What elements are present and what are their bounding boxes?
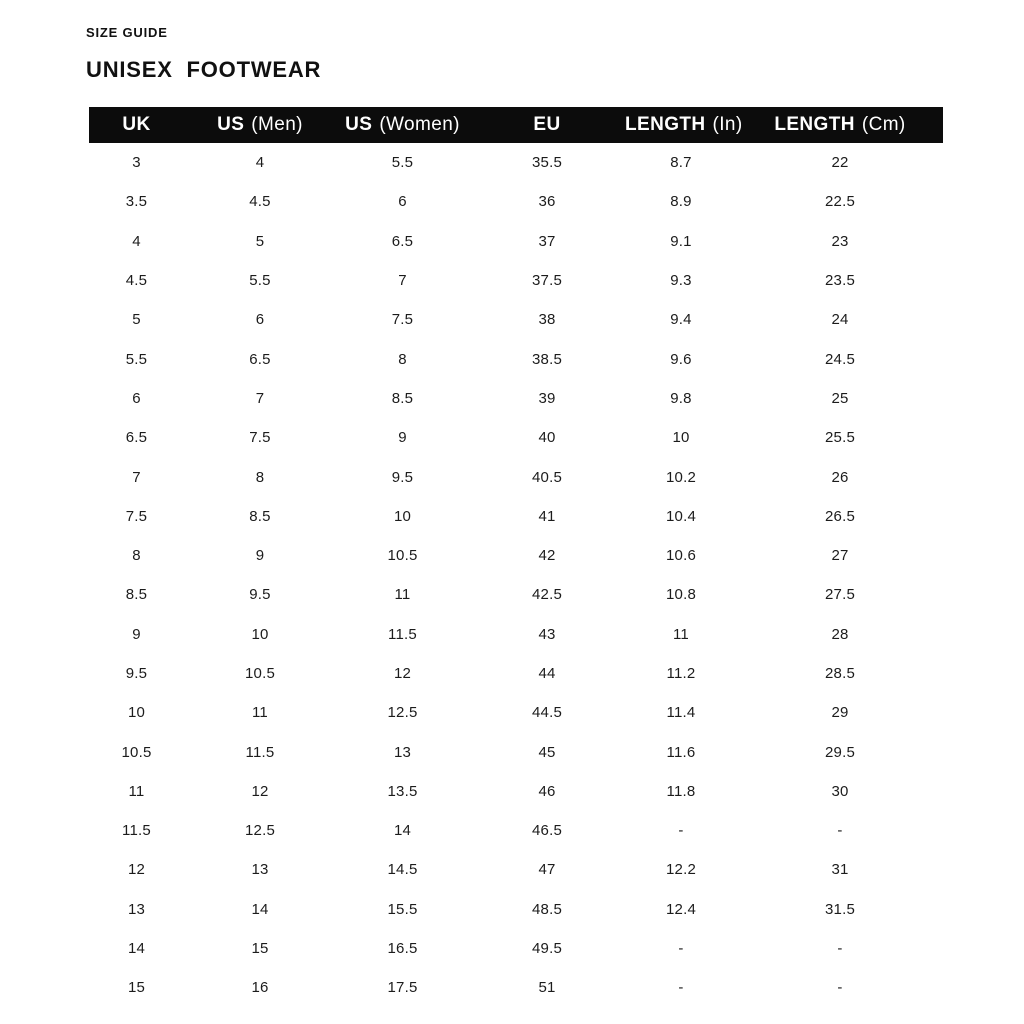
cell-eu: 48.5 bbox=[532, 900, 562, 918]
cell-uk: 6 bbox=[132, 389, 141, 407]
table-body bbox=[89, 143, 943, 1008]
cell-length-cm: 23 bbox=[831, 232, 849, 250]
cell-uk: 7.5 bbox=[125, 507, 148, 525]
size-row bbox=[89, 222, 943, 261]
cell-us-women: 13 bbox=[393, 743, 412, 761]
cell-us-men: 11.5 bbox=[245, 743, 275, 761]
cell-eu: 43 bbox=[538, 625, 556, 643]
cell-length-cm: 24 bbox=[831, 311, 849, 329]
cell-eu: 37 bbox=[538, 232, 556, 250]
column-header-length-in bbox=[625, 107, 743, 143]
cell-us-women: 9.5 bbox=[391, 468, 414, 486]
cell-us-women: 13.5 bbox=[387, 782, 418, 800]
cell-length-in: 11.8 bbox=[666, 782, 696, 800]
cell-length-cm: 26.5 bbox=[825, 507, 855, 525]
cell-uk: 8 bbox=[132, 547, 141, 565]
cell-length-cm: 25.5 bbox=[825, 429, 855, 447]
cell-eu: 47 bbox=[538, 861, 556, 879]
cell-uk: 4.5 bbox=[125, 272, 148, 290]
size-row bbox=[89, 811, 943, 850]
cell-uk: 5 bbox=[132, 311, 141, 329]
size-row bbox=[89, 850, 943, 889]
cell-length-in: 10.2 bbox=[666, 468, 696, 486]
size-row bbox=[89, 497, 943, 536]
size-row bbox=[89, 968, 943, 1007]
cell-eu: 42 bbox=[538, 547, 556, 565]
cell-us-men: 14 bbox=[251, 900, 269, 918]
cell-eu: 44 bbox=[538, 665, 556, 682]
size-row bbox=[89, 575, 943, 614]
cell-length-cm: 27.5 bbox=[825, 586, 855, 604]
cell-length-in: 12.4 bbox=[666, 900, 696, 918]
cell-uk: 10.5 bbox=[121, 743, 152, 761]
cell-uk: 6.5 bbox=[125, 429, 148, 447]
size-row bbox=[89, 732, 943, 771]
cell-us-men: 9.5 bbox=[249, 586, 271, 604]
cell-uk: 5.5 bbox=[125, 350, 148, 368]
cell-length-in: - bbox=[678, 940, 684, 958]
cell-us-women: 5.5 bbox=[391, 154, 414, 172]
cell-length-in: 10.6 bbox=[666, 547, 696, 565]
cell-uk: 7 bbox=[132, 468, 141, 486]
cell-us-women: 10.5 bbox=[387, 547, 418, 565]
cell-us-women: 12.5 bbox=[387, 704, 418, 722]
cell-length-cm: 24.5 bbox=[825, 350, 855, 368]
cell-eu: 40.5 bbox=[532, 468, 562, 486]
cell-length-cm: 25 bbox=[831, 389, 849, 407]
size-guide-label: SIZE GUIDE bbox=[86, 25, 168, 40]
column-header-eu-label: EU bbox=[533, 114, 561, 135]
cell-length-in: - bbox=[678, 979, 684, 997]
cell-uk: 8.5 bbox=[125, 586, 148, 604]
cell-length-in: 10 bbox=[672, 429, 690, 447]
cell-eu: 35.5 bbox=[532, 154, 562, 172]
cell-us-men: 7.5 bbox=[249, 429, 271, 447]
cell-eu: 41 bbox=[538, 507, 556, 525]
cell-us-men: 8.5 bbox=[249, 507, 271, 525]
cell-eu: 36 bbox=[538, 193, 556, 211]
size-row bbox=[89, 654, 943, 693]
cell-us-women: 7.5 bbox=[391, 311, 414, 329]
cell-us-women: 8 bbox=[398, 350, 407, 368]
cell-us-men: 12.5 bbox=[245, 822, 275, 840]
column-header-us-women-suffix: (Women) bbox=[379, 114, 460, 135]
cell-eu: 45 bbox=[538, 743, 556, 761]
cell-us-men: 10 bbox=[251, 625, 269, 643]
cell-eu: 40 bbox=[538, 429, 556, 447]
cell-length-cm: 31.5 bbox=[825, 900, 855, 918]
cell-length-cm: - bbox=[837, 822, 843, 840]
cell-length-cm: - bbox=[837, 940, 843, 958]
cell-length-in: 11.6 bbox=[666, 743, 696, 761]
size-row bbox=[89, 457, 943, 496]
table-header-row bbox=[89, 107, 943, 143]
cell-us-men: 11 bbox=[252, 704, 268, 722]
cell-us-men: 5 bbox=[255, 232, 265, 250]
cell-length-cm: 26 bbox=[831, 468, 849, 486]
cell-length-in: 12.2 bbox=[666, 861, 696, 879]
column-header-uk bbox=[89, 107, 184, 143]
column-header-uk-label: UK bbox=[122, 114, 151, 135]
cell-uk: 9 bbox=[132, 625, 141, 643]
column-header-length-cm-suffix: (Cm) bbox=[861, 114, 906, 135]
cell-length-cm: 29.5 bbox=[825, 743, 855, 761]
size-row bbox=[89, 261, 943, 300]
cell-uk: 11.5 bbox=[122, 822, 151, 840]
size-row bbox=[89, 615, 943, 654]
column-header-us-women-label: US bbox=[345, 114, 373, 135]
column-header-length-in-suffix: (In) bbox=[712, 114, 743, 135]
cell-us-men: 16 bbox=[251, 979, 269, 997]
cell-uk: 13 bbox=[127, 900, 146, 918]
cell-length-cm: 23.5 bbox=[825, 272, 855, 290]
cell-eu: 38 bbox=[538, 311, 556, 329]
column-header-us-men-suffix: (Men) bbox=[251, 114, 303, 135]
cell-length-in: 11 bbox=[673, 625, 689, 643]
cell-length-in: 9.1 bbox=[670, 232, 692, 250]
cell-us-men: 5.5 bbox=[249, 272, 271, 290]
cell-length-in: 9.6 bbox=[670, 350, 692, 368]
cell-eu: 46 bbox=[538, 782, 556, 800]
cell-us-men: 10.5 bbox=[245, 665, 275, 682]
cell-us-men: 9 bbox=[255, 547, 265, 565]
cell-length-cm: 27 bbox=[831, 547, 849, 565]
cell-length-cm: 29 bbox=[831, 704, 849, 722]
cell-us-men: 15 bbox=[251, 940, 269, 958]
cell-us-women: 16.5 bbox=[387, 940, 418, 958]
size-row bbox=[89, 182, 943, 221]
page-title: UNISEX FOOTWEAR bbox=[86, 57, 322, 82]
cell-eu: 42.5 bbox=[532, 586, 562, 604]
column-header-length-in-label: LENGTH bbox=[625, 114, 706, 135]
cell-us-women: 9 bbox=[398, 429, 407, 447]
cell-eu: 51 bbox=[538, 979, 556, 997]
cell-length-in: 10.4 bbox=[666, 507, 696, 525]
cell-length-in: 8.7 bbox=[670, 154, 692, 172]
cell-length-in: 11.4 bbox=[666, 704, 696, 722]
cell-us-women: 12 bbox=[393, 665, 412, 682]
column-header-length-cm bbox=[737, 107, 943, 143]
cell-length-in: 9.3 bbox=[670, 272, 692, 290]
cell-length-cm: - bbox=[837, 979, 843, 997]
cell-us-women: 7 bbox=[398, 272, 407, 290]
cell-us-women: 6.5 bbox=[391, 232, 414, 250]
cell-length-cm: 28 bbox=[831, 625, 849, 643]
cell-length-cm: 22 bbox=[831, 154, 849, 172]
cell-us-women: 14.5 bbox=[387, 861, 418, 879]
cell-us-women: 14 bbox=[393, 822, 412, 840]
cell-length-in: 9.4 bbox=[670, 311, 692, 329]
cell-us-men: 6.5 bbox=[249, 350, 271, 368]
cell-us-women: 11.5 bbox=[388, 625, 417, 643]
size-row bbox=[89, 379, 943, 418]
column-header-us-men bbox=[184, 107, 336, 143]
cell-uk: 3 bbox=[132, 154, 141, 172]
cell-length-in: 10.8 bbox=[666, 586, 696, 604]
cell-length-in: 11.2 bbox=[666, 665, 696, 682]
column-header-eu bbox=[469, 107, 625, 143]
column-header-length-cm-label: LENGTH bbox=[774, 114, 855, 135]
cell-us-men: 4.5 bbox=[249, 193, 271, 211]
cell-length-in: 8.9 bbox=[670, 193, 692, 211]
cell-length-cm: 30 bbox=[831, 782, 849, 800]
size-row bbox=[89, 143, 943, 182]
cell-length-cm: 28.5 bbox=[825, 665, 855, 682]
cell-uk: 3.5 bbox=[125, 193, 148, 211]
cell-eu: 37.5 bbox=[532, 272, 562, 290]
cell-uk: 12 bbox=[127, 861, 146, 879]
cell-eu: 46.5 bbox=[532, 822, 562, 840]
size-row bbox=[89, 890, 943, 929]
cell-us-men: 13 bbox=[251, 861, 269, 879]
cell-uk: 4 bbox=[132, 232, 141, 250]
size-row bbox=[89, 339, 943, 378]
cell-us-women: 6 bbox=[398, 193, 407, 211]
cell-uk: 9.5 bbox=[125, 665, 148, 682]
size-row bbox=[89, 300, 943, 339]
cell-us-men: 7 bbox=[255, 389, 265, 407]
size-row bbox=[89, 536, 943, 575]
cell-us-men: 6 bbox=[255, 311, 265, 329]
cell-us-women: 10 bbox=[393, 507, 412, 525]
cell-eu: 38.5 bbox=[532, 350, 562, 368]
cell-us-men: 4 bbox=[255, 154, 265, 172]
cell-us-men: 8 bbox=[255, 468, 265, 486]
cell-length-in: - bbox=[678, 822, 684, 840]
cell-us-women: 17.5 bbox=[387, 979, 418, 997]
cell-length-cm: 31 bbox=[831, 861, 849, 879]
size-row bbox=[89, 929, 943, 968]
size-row bbox=[89, 772, 943, 811]
column-header-us-women bbox=[336, 107, 469, 143]
cell-us-women: 15.5 bbox=[387, 900, 418, 918]
table-header bbox=[89, 107, 943, 143]
size-table bbox=[89, 107, 943, 1008]
column-header-us-men-label: US bbox=[217, 114, 245, 135]
size-row bbox=[89, 418, 943, 457]
cell-us-women: 11 bbox=[394, 586, 411, 604]
cell-us-women: 8.5 bbox=[391, 389, 414, 407]
cell-length-in: 9.8 bbox=[670, 389, 692, 407]
cell-uk: 11 bbox=[128, 782, 145, 800]
cell-us-men: 12 bbox=[251, 782, 269, 800]
cell-uk: 15 bbox=[127, 979, 146, 997]
cell-uk: 10 bbox=[127, 704, 146, 722]
cell-eu: 39 bbox=[538, 389, 556, 407]
size-row bbox=[89, 693, 943, 732]
cell-uk: 14 bbox=[127, 940, 146, 958]
cell-length-cm: 22.5 bbox=[825, 193, 855, 211]
cell-eu: 44.5 bbox=[532, 704, 562, 722]
cell-eu: 49.5 bbox=[532, 940, 562, 958]
